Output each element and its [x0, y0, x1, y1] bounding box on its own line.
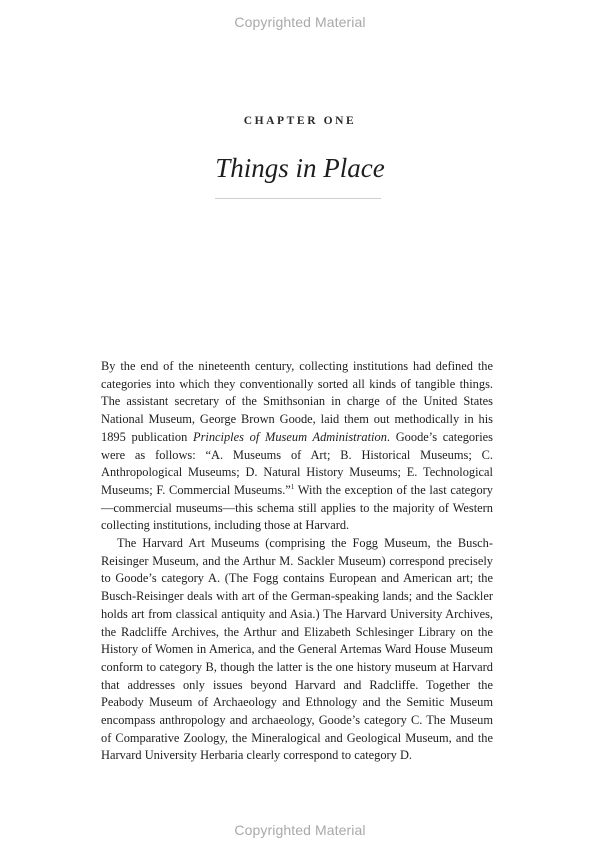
paragraph-1-text-a: By the end of the nineteenth century, collecting institutions had defined the categories into which they conventionally sorted all kinds of tangible things. The assistant secretary of the Smithsonian in charge of the United States National Museum, George Brown Goode, laid them out methodically in his 1895 publication	[101, 359, 493, 444]
copyright-watermark-bottom: Copyrighted Material	[234, 822, 366, 838]
footnote-marker[interactable]: 1	[290, 482, 295, 491]
paragraph-1-text-b: . Goode’s categories were as follows: “A. Museums of Art; B. Historical Museums; C. Anthropological Museums; D. Natural History Museums; E. Technological Museums; F. Commercial Museums.”	[101, 429, 493, 497]
book-title-italic: Principles of Museum Administration	[193, 429, 387, 444]
paragraph-1-text-c: With the exception of the last category—commercial museums—this schema still applies to the majority of Western collecting institutions, including those at Harvard.	[101, 482, 494, 533]
paragraph-2: The Harvard Art Museums (comprising the Fogg Museum, the Busch-Reisinger Museum, and the Arthur M. Sackler Museum) correspond precisely to Goode’s category A. (The Fogg contains European and American art; the Busch-Reisinger deals with art of the German-speaking lands; and the Sackler holds art from classical antiquity and Asia.) The Harvard University Archives, the Radcliffe Archives, the Arthur and Elizabeth Schlesinger Library on the History of Women in America, and the General Artemas Ward House Museum conform to category B, though the latter is the one history museum at Harvard that addresses only issues beyond Harvard and Radcliffe. Together the Peabody Museum of Archaeology and Ethnology and the Semitic Museum encompass anthropology and archaeology, Goode’s category C. The Museum of Comparative Zoology, the Mineralogical and Geological Museum, and the Harvard University Herbaria clearly correspond to category D.	[101, 536, 493, 763]
body-text	[101, 358, 493, 765]
chapter-label: CHAPTER ONE	[243, 115, 357, 127]
paragraph-1	[101, 358, 493, 535]
title-divider	[215, 198, 381, 199]
copyright-watermark-top: Copyrighted Material	[234, 14, 366, 30]
chapter-title: Things in Place	[215, 153, 385, 183]
